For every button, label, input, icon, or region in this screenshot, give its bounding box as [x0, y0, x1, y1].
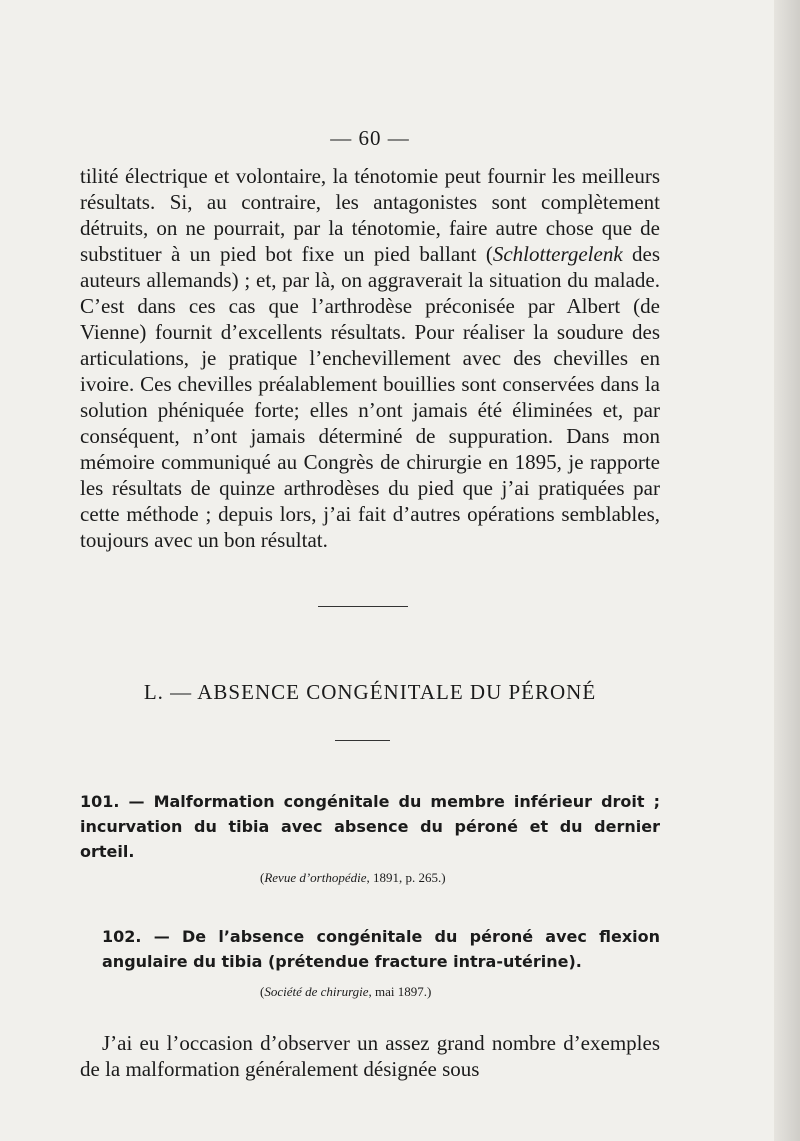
entry-title: [80, 924, 660, 974]
source-paren: (: [260, 870, 265, 885]
closing-paragraph: J’ai eu l’occasion d’observer un assez grand nombre d’exemples de la malformation généralement désignée sous: [80, 1031, 660, 1081]
page-number: — 60 —: [330, 126, 410, 150]
entry-number: 102.: [102, 927, 142, 946]
source-detail: , mai 1897.): [368, 984, 432, 999]
bibliography-entry-102: [80, 924, 660, 1000]
body-text-part-1: tilité électrique et volontaire, la ténotomie peut fournir les meilleurs résultats. Si, au contraire, les antagonistes sont complètement détruits, on ne pourrait, par la ténotomie, faire autre chose que de substituer à un pied bot fixe un pied ballant (: [80, 164, 660, 266]
entry-title: [80, 789, 660, 864]
source-journal: Société de chirurgie: [264, 984, 369, 999]
entry-title-text: — De l’absence congénitale du péroné avec flexion angulaire du tibia (prétendue fracture intra-utérine).: [102, 927, 660, 971]
section-heading: L. — ABSENCE CONGÉNITALE DU PÉRONÉ: [143, 680, 597, 704]
bibliography-entry-101: [80, 789, 660, 886]
source-paren: (: [260, 984, 265, 999]
heading-underline: [335, 740, 390, 741]
entry-number: 101.: [80, 792, 120, 811]
body-text-part-2: des auteurs allemands) ; et, par là, on aggraverait la situation du malade. C’est dans ces cas que l’arthrodèse préconisée par Albert (de Vienne) fournit d’excellents résultats. Pour réaliser la soudure des articulations, je pratique l’enchevillement avec des chevilles en ivoire. Ces chevilles préalablement bouillies sont conservées dans la solution phéniquée forte; elles n’ont jamais été éliminées et, par conséquent, n’ont jamais déterminé de suppuration. Dans mon mémoire communiqué au Congrès de chirurgie en 1895, je rapporte les résultats de quinze arthrodèses du pied que j’ai pratiquées par cette méthode ; depuis lors, j’ai fait d’autres opérations semblables, toujours avec un bon résultat.: [80, 242, 660, 552]
source-journal: Revue d’orthopédie: [264, 870, 367, 885]
entry-title-text: — Malformation congénitale du membre inférieur droit ; incurvation du tibia avec absence du péroné et du dernier orteil.: [80, 792, 660, 861]
body-paragraph: [80, 163, 660, 553]
scan-edge: [774, 0, 800, 1141]
entry-source: [260, 870, 660, 886]
source-detail: , 1891, p. 265.): [366, 870, 446, 885]
separator-rule: [318, 606, 408, 607]
body-italic-term: Schlottergelenk: [492, 242, 623, 266]
entry-source: [260, 984, 660, 1000]
